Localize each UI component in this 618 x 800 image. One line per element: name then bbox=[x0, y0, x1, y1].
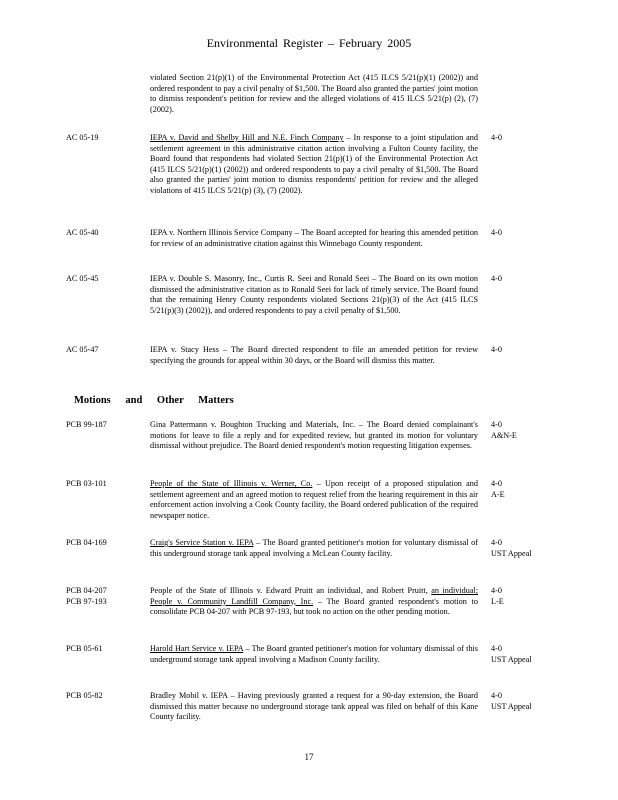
case-caption: IEPA v. Northern Illinois Service Company bbox=[150, 228, 293, 237]
case-text: Bradley Mobil v. IEPA – Having previously granted a request for a 90-day extension, the Board dismissed this matter because no underground storage tank appeal was filed on behalf of this Kane County facility. bbox=[150, 691, 478, 721]
docket-number: PCB 04-169 bbox=[66, 538, 107, 547]
case-text: – Upon receipt of a proposed stipulation and settlement agreement and an agreed motion to request relief from the hearing requirement in this air enforcement action involving a Cook County facility, the Board ordered publication of the required newspaper notice. bbox=[150, 479, 478, 520]
case-caption: Gina Pattermann v. Boughton Trucking and Materials, Inc. bbox=[150, 420, 356, 429]
continuation-text: violated Section 21(p)(1) of the Environmental Protection Act (415 ILCS 5/21(p)(1) (2002)) and ordered respondent to pay a civil penalty of $1,500. The Board also granted the parties' joint motion to dismiss respondent's petition for review and the alleged violations of 415 ILCS 5/21(p) (2), (7) (2002). bbox=[150, 73, 478, 114]
vote-tally: 4-0 UST Appeal bbox=[491, 691, 532, 711]
docket-number: AC 05-19 bbox=[66, 133, 99, 142]
docket-number: AC 05-40 bbox=[66, 228, 99, 237]
case-caption: IEPA v. Stacy Hess bbox=[150, 345, 219, 354]
case-text: – The Board granted petitioner's motion for voluntary dismissal of this underground storage tank appeal involving a Madison County facility. bbox=[150, 644, 478, 664]
vote-tally: 4-0 bbox=[491, 345, 502, 354]
case-description bbox=[150, 479, 478, 521]
vote-tally: 4-0 bbox=[491, 133, 502, 142]
docket-number: PCB 03-101 bbox=[66, 479, 107, 488]
case-description bbox=[150, 644, 478, 665]
case-description bbox=[150, 586, 478, 618]
docket-number: AC 05-47 bbox=[66, 345, 99, 354]
docket-number: PCB 99-187 bbox=[66, 420, 107, 429]
case-text: – The Board accepted for hearing this amended petition for review of an administrative citation against this Winnebago County respondent. bbox=[150, 228, 479, 248]
case-caption: IEPA v. David and Shelby Hill and N.E. Finch Company bbox=[150, 133, 344, 142]
page-number: 17 bbox=[304, 752, 314, 762]
case-description bbox=[150, 228, 478, 249]
vote-tally: 4-0 UST Appeal bbox=[491, 538, 532, 558]
case-caption: Craig's Service Station v. IEPA bbox=[150, 538, 254, 547]
vote-tally: 4-0 A-E bbox=[491, 479, 505, 499]
case-caption: People of the State of Illinois v. Werner, Co. bbox=[150, 479, 313, 488]
docket-number: AC 05-45 bbox=[66, 274, 99, 283]
vote-tally: 4-0 UST Appeal bbox=[491, 644, 532, 664]
case-description bbox=[150, 538, 478, 559]
case-caption: an individual; People v. Community Landfill Company, Inc. bbox=[150, 586, 478, 606]
vote-tally: 4-0 L-E bbox=[491, 586, 504, 606]
case-text: – The Board on its own motion dismissed the administrative citation as to Ronald Seei for lack of timely service. The Board found that the remaining Henry County respondents violated Sections 21(p)(3) of the Act (415 ILCS 5/21(p)(3) (2002)), and ordered respondents to pay a civil penalty of $1,500. bbox=[150, 274, 478, 315]
case-text: – In response to a joint stipulation and settlement agreement in this administrative citation action involving a Fulton County facility, the Board found that respondents had violated Section 21(p)(1) of the Environmental Protection Act (415 ILCS 5/21(p)(1) (2002)) and ordered respondents to pay a civil penalty of $1,500. The Board also granted the parties' joint motion to dismiss respondents' petition for review and the alleged violations of 415 ILCS 5/21(p) (3), (7) (2002). bbox=[150, 133, 478, 195]
case-description bbox=[150, 345, 478, 366]
case-text: – The Board directed respondent to file an amended petition for review specifying the grounds for appeal within 30 days, or the Board will dismiss this matter. bbox=[150, 345, 478, 365]
section-heading: Motions and Other Matters bbox=[74, 395, 234, 406]
case-description bbox=[150, 274, 478, 316]
vote-tally: 4-0 A&N-E bbox=[491, 420, 517, 440]
docket-number: PCB 05-61 bbox=[66, 644, 103, 653]
case-caption-plain: People of the State of Illinois v. Edward Pruitt an individual, and Robert Pruitt, bbox=[150, 586, 432, 595]
case-caption: Harold Hart Service v. IEPA bbox=[150, 644, 244, 653]
case-text: – The Board granted respondent's motion to consolidate PCB 04-207 with PCB 97-193, but took no action on the other pending motion. bbox=[150, 596, 479, 616]
docket-number: PCB 05-82 bbox=[66, 691, 103, 700]
case-caption: IEPA v. Double S. Masonry, Inc., Curtis R. Seei and Ronald Seei bbox=[150, 274, 370, 283]
case-description bbox=[150, 133, 478, 196]
vote-tally: 4-0 bbox=[491, 274, 502, 283]
case-description bbox=[150, 420, 478, 452]
case-description bbox=[150, 691, 478, 723]
case-text: – The Board denied complainant's motions for leave to file a reply and for expedited review, but granted its motion for voluntary dismissal without prejudice. The Board denied respondent's motion requesting litigation expenses. bbox=[150, 420, 478, 450]
vote-tally: 4-0 bbox=[491, 228, 502, 237]
page-header: Environmental Register – February 2005 bbox=[206, 36, 412, 50]
case-text: – The Board granted petitioner's motion for voluntary dismissal of this underground storage tank appeal involving a McLean County facility. bbox=[150, 538, 478, 558]
docket-number: PCB 04-207 PCB 97-193 bbox=[66, 586, 107, 606]
